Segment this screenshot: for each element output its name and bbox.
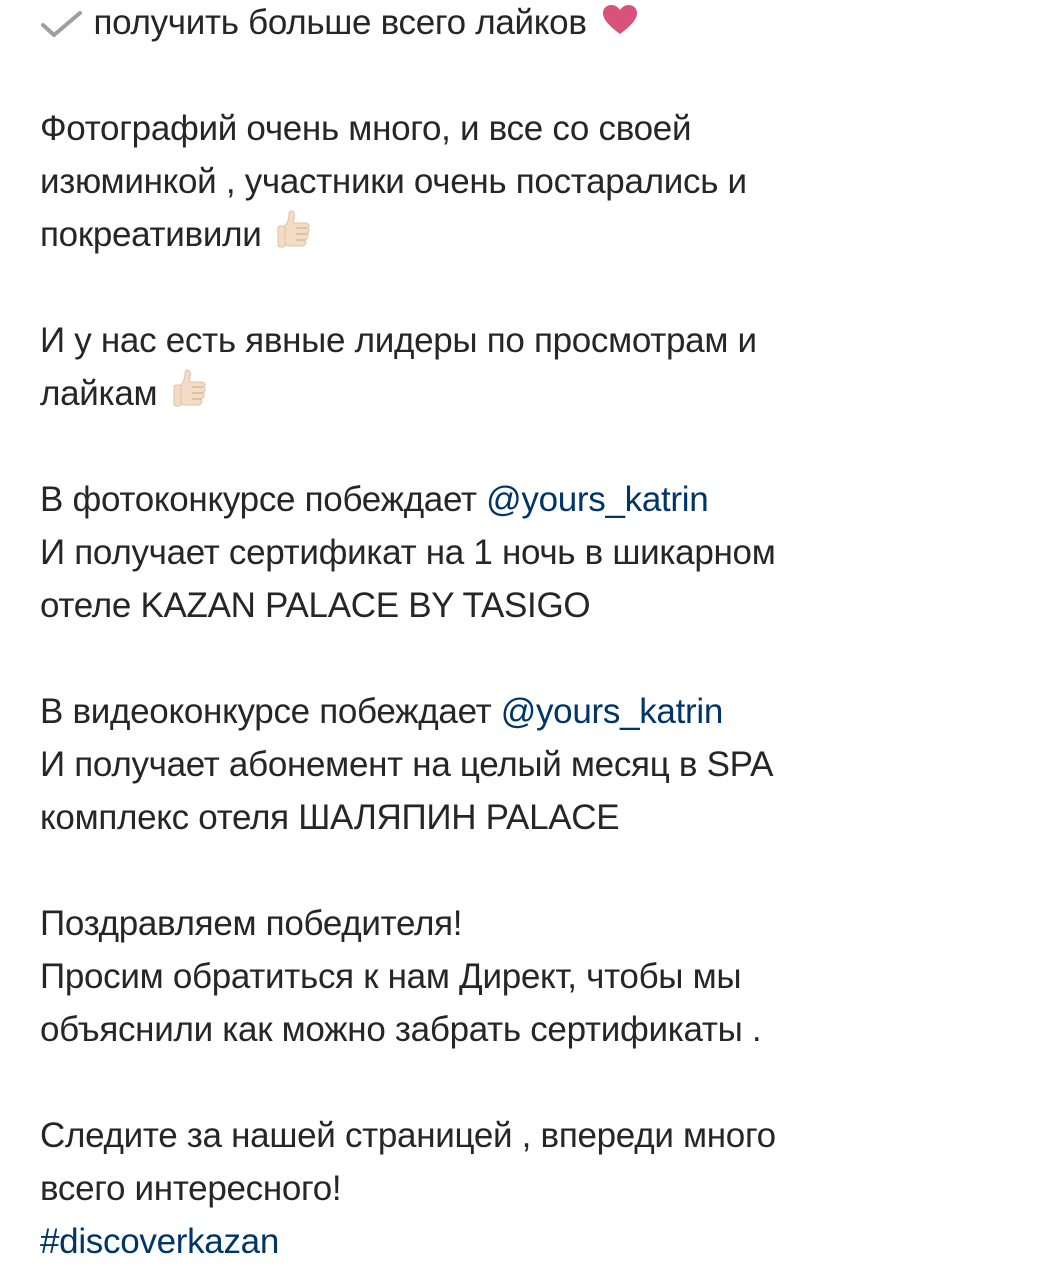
caption-line <box>40 0 1000 49</box>
caption-line: И у нас есть явные лидеры по просмотрам и <box>40 321 757 360</box>
caption-line <box>40 685 1000 738</box>
caption-line: всего интересного! <box>40 1169 342 1208</box>
caption-line: Следите за нашей страницей , впереди много <box>40 1116 776 1155</box>
hashtag-link[interactable]: #discoverkazan <box>40 1222 279 1261</box>
caption-line <box>40 208 1000 261</box>
caption-line: Просим обратиться к нам Директ, чтобы мы <box>40 957 742 996</box>
caption-line: изюминкой , участники очень постарались и <box>40 162 747 201</box>
caption-line: комплекс отеля ШАЛЯПИН PALACE <box>40 798 620 837</box>
mention-link[interactable]: @yours_katrin <box>486 480 709 519</box>
caption-text: покреативили <box>40 215 262 254</box>
thumbs-up-icon <box>173 368 209 423</box>
caption-line: отеле KAZAN PALACE BY TASIGO <box>40 586 591 625</box>
caption-line: И получает сертификат на 1 ночь в шикарном <box>40 533 776 572</box>
thumbs-up-icon <box>277 209 313 264</box>
check-mark-icon <box>40 10 84 40</box>
post-caption <box>40 0 1000 1268</box>
caption-line: И получает абонемент на целый месяц в SPA <box>40 745 774 784</box>
caption-line: Поздравляем победителя! <box>40 904 463 943</box>
caption-line <box>40 1215 1000 1268</box>
heart-icon <box>602 0 638 51</box>
caption-text: получить больше всего лайков <box>93 3 587 42</box>
mention-link[interactable]: @yours_katrin <box>500 692 724 731</box>
caption-text: В фотоконкурсе побеждает <box>40 480 487 519</box>
caption-text: лайкам <box>40 374 158 413</box>
caption-text: В видеоконкурсе побеждает <box>40 692 501 731</box>
caption-line <box>40 367 1000 420</box>
caption-line <box>40 473 1000 526</box>
caption-line: Фотографий очень много, и все со своей <box>40 109 692 148</box>
caption-line: объяснили как можно забрать сертификаты . <box>40 1010 762 1049</box>
